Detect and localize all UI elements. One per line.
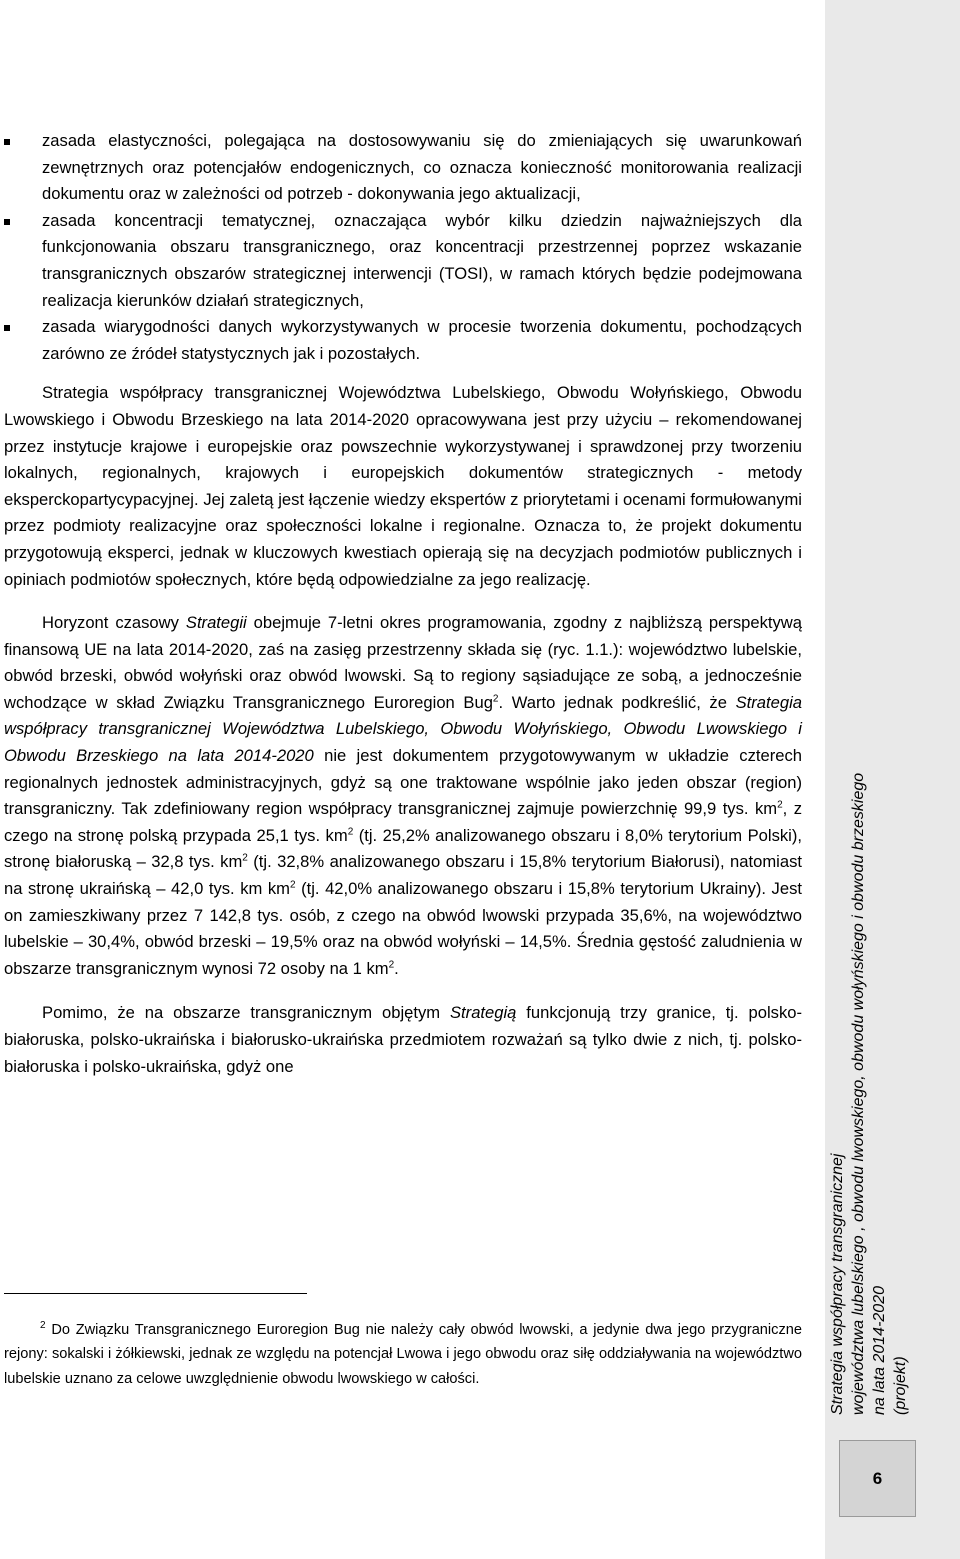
running-header-line: województwa lubelskiego , obwodu lwowskiego, obwodu wołyńskiego i obwodu brzeskiego <box>850 772 867 1415</box>
text-run: , z czego na stronę polską przypada 25,1 tys. km <box>4 799 802 845</box>
footnote-text <box>4 1318 802 1391</box>
list-item <box>4 208 802 314</box>
list-item-text: zasada elastyczności, polegająca na dostosowywaniu się do zmieniających się uwarunkowań zewnętrznych oraz potencjałów endogenicznych, co oznacza konieczność monitorowania realizacji dokumentu oraz w zależności od potrzeb - dokonywania jego aktualizacji, <box>42 131 802 204</box>
text-run: Pomimo, że na obszarze transgranicznym objętym <box>42 1003 450 1023</box>
text-run: (tj. 42,0% analizowanego obszaru i 15,8% terytorium Ukrainy). Jest on zamieszkiwany przez 7 142,8 tys. osób, z czego na obwód lwowski przypada 35,6%, na województwo lubelskie – 30,4%, obwód brzeski – 19,5% oraz na obwód wołyński – 14,5%. Średnia gęstość zaludnienia w obszarze transgranicznym wynosi 72 osoby na 1 km <box>4 879 802 978</box>
paragraph-time-horizon <box>4 610 802 982</box>
emphasis: Strategii <box>185 613 247 633</box>
paragraph-borders <box>4 1000 802 1080</box>
text-run: (tj. 32,8% analizowanego obszaru i 15,8% terytorium Białorusi), natomiast na stronę ukraińską – 42,0 tys. km km <box>4 852 803 899</box>
superscript: 2 <box>388 959 395 971</box>
emphasis: Strategią <box>449 1003 517 1023</box>
text-run: nie jest dokumentem przygotowywanym w układzie czterech regionalnych jednostek administracyjnych, gdyż są one traktowane wspólnie jako jeden obszar (region) transgraniczny. Tak zdefiniowany region współpracy transgranicznej zajmuje powierzchnię 99,9 tys. km <box>4 746 802 819</box>
running-header-line: (projekt) <box>892 1356 909 1415</box>
paragraph-methodology: Strategia współpracy transgranicznej Województwa Lubelskiego, Obwodu Wołyńskiego, Obwodu Lwowskiego i Obwodu Brzeskiego na lata 2014-2020 opracowywana jest przy użyciu – rekomendowanej przez instytucje krajowe i europejskie oraz powszechnie wykorzystywanej i sprawdzonej przy tworzeniu lokalnych, regionalnych, krajowych i europejskich dokumentów strategicznych - metody eksperckopartycypacyjnej. Jej zaletą jest łączenie wiedzy ekspertów z priorytetami i ocenami formułowanymi przez podmioty realizacyjne oraz społeczności lokalne i regionalne. Oznacza to, że projekt dokumentu przygotowują eksperci, jednak w kluczowych kwestiach opierają się na decyzjach podmiotów publicznych i opiniach podmiotów społecznych, które będą odpowiedzialne za jego realizację. <box>4 383 802 589</box>
footnote <box>4 1318 802 1391</box>
footnote-body: Do Związku Transgranicznego Euroregion Bug nie należy cały obwód lwowski, a jedynie dwa jego przygraniczne rejony: sokalski i żółkiewski, jednak ze względu na potencjał Lwowa i jego obwodu oraz siłę oddziaływania na województwo lubelskie uznano za celowe uwzględnienie obwodu lwowskiego w całości. <box>4 1322 802 1387</box>
square-bullet-icon <box>4 139 10 145</box>
superscript: 2 <box>242 852 248 864</box>
text-run: obejmuje 7-letni okres programowania, zgodny z najbliższą perspektywą finansową UE na lata 2014-2020, zaś na zasięg przestrzenny składa się (ryc. 1.1.): województwo lubelskie, obwód brzeski, obwód wołyński oraz obwód lwowski. Są to regiony sąsiadujące ze sobą, a jednocześnie wchodzące w skład Związku Transgranicznego Euroregion Bug <box>4 613 803 712</box>
superscript: 2 <box>777 799 783 811</box>
page-number: 6 <box>839 1440 916 1517</box>
footnote-number: 2 <box>40 1320 46 1332</box>
text-run: (tj. 25,2% analizowanego obszaru i 8,0% terytorium Polski), stronę białoruską – 32,8 tys. km <box>4 825 802 872</box>
square-bullet-icon <box>4 219 10 225</box>
superscript: 2 <box>347 826 354 838</box>
text-run: . Warto jednak podkreślić, że <box>498 692 736 712</box>
superscript: 2 <box>289 879 296 891</box>
footnote-divider <box>4 1293 307 1294</box>
list-item-text: zasada koncentracji tematycznej, oznaczająca wybór kilku dziedzin najważniejszych dla funkcjonowania obszaru transgranicznego, oraz koncentracji przestrzennej poprzez wskazanie transgranicznych obszarów strategicznej interwencji (TOSI), w ramach których będzie podejmowana realizacja kierunków działań strategicznych, <box>42 210 802 310</box>
emphasis: Strategia współpracy transgranicznej Województwa Lubelskiego, Obwodu Wołyńskiego, Obwodu Lwowskiego i Obwodu Brzeskiego na lata 2014-2020 <box>4 692 802 766</box>
list-item <box>4 128 802 208</box>
text-run: . <box>394 958 399 978</box>
list-item <box>4 314 802 367</box>
running-header <box>827 705 911 1415</box>
sidebar <box>825 0 960 1559</box>
text-run: funkcjonują trzy granice, tj. polsko-białoruska, polsko-ukraińska i białorusko-ukraińska przedmiotem rozważań są tylko dwie z nich, tj. polsko-białoruska i polsko-ukraińska, gdyż one <box>4 1003 802 1076</box>
main-content <box>4 128 802 1080</box>
running-header-line: Strategia współpracy transgranicznej <box>829 1153 846 1415</box>
footnote-ref[interactable]: 2 <box>492 693 499 705</box>
square-bullet-icon <box>4 325 10 331</box>
running-header-line: na lata 2014-2020 <box>871 1286 888 1415</box>
text-run: Horyzont czasowy <box>42 613 186 633</box>
principles-list <box>4 128 802 367</box>
list-item-text: zasada wiarygodności danych wykorzystywanych w procesie tworzenia dokumentu, pochodzących zarówno ze źródeł statystycznych jak i pozostałych. <box>42 317 802 363</box>
